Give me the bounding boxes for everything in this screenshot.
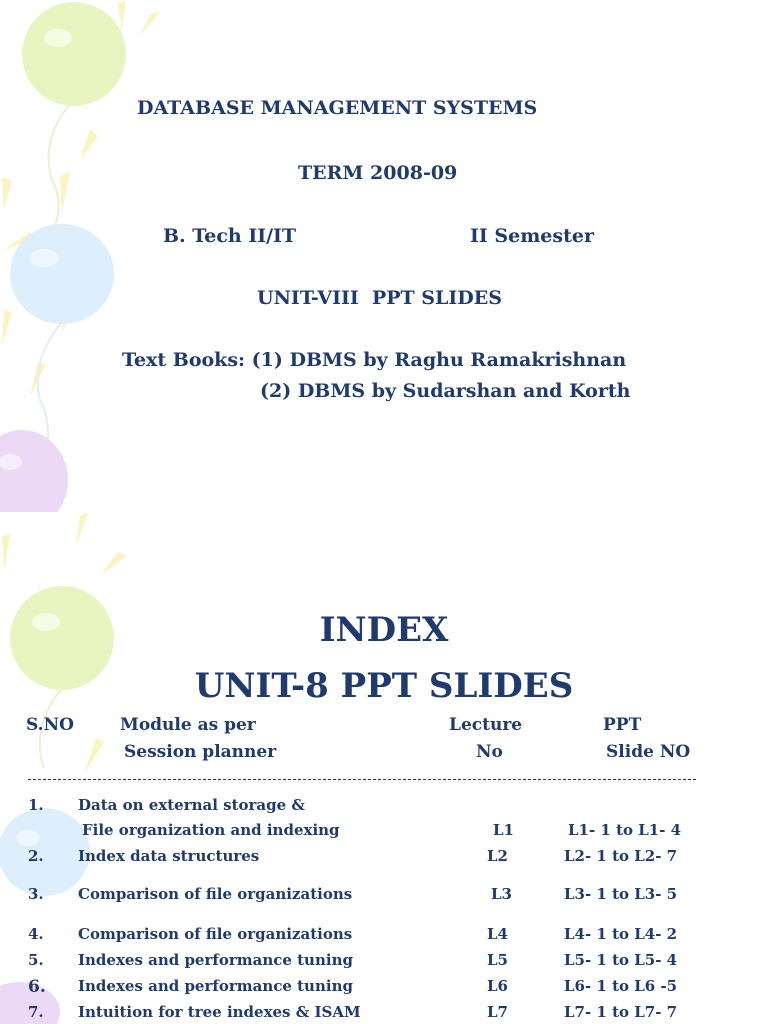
textbooks-line-1: Text Books: (1) DBMS by Raghu Ramakrishnan (122, 349, 627, 371)
col-module-header-1: Module as per (120, 715, 256, 735)
row-5-module: Indexes and performance tuning (78, 951, 353, 969)
divider (28, 779, 696, 780)
row-2-slides: L2- 1 to L2- 7 (564, 847, 678, 865)
row-1-lecture: L1 (493, 821, 514, 839)
row-4-lecture: L4 (487, 925, 508, 943)
unit-heading: UNIT-8 PPT SLIDES (194, 666, 574, 706)
row-1-module: Data on external storage & (78, 796, 305, 814)
row-7-slides: L7- 1 to L7- 7 (564, 1003, 678, 1021)
balloon-decoration (0, 512, 768, 1024)
row-7-module: Intuition for tree indexes & ISAM (78, 1003, 361, 1021)
row-5-sno: 5. (28, 951, 44, 969)
row-1-slides: L1- 1 to L1- 4 (568, 821, 682, 839)
row-4-module: Comparison of file organizations (78, 925, 353, 943)
balloon-blue-icon (0, 808, 90, 896)
row-4-sno: 4. (28, 925, 44, 943)
col-ppt-header-1: PPT (603, 715, 642, 735)
term: TERM 2008-09 (298, 162, 458, 184)
col-lecture-header-2: No (476, 742, 503, 762)
row-2-sno: 2. (28, 847, 44, 865)
balloon-green-icon (22, 2, 126, 106)
col-module-header-2: Session planner (124, 742, 277, 762)
row-5-lecture: L5 (487, 951, 508, 969)
row-6-sno: 6. (28, 977, 46, 997)
row-1-module-line2: File organization and indexing (82, 821, 340, 839)
index-heading: INDEX (319, 610, 449, 650)
row-2-module: Index data structures (78, 847, 260, 865)
row-3-sno: 3. (28, 885, 44, 903)
row-6-lecture: L6 (487, 977, 508, 995)
row-7-sno: 7. (28, 1003, 44, 1021)
col-ppt-header-2: Slide NO (606, 742, 691, 762)
col-lecture-header-1: Lecture (449, 715, 523, 735)
balloon-purple-icon (0, 430, 68, 512)
row-2-lecture: L2 (487, 847, 508, 865)
balloon-blue-icon (10, 224, 114, 324)
row-5-slides: L5- 1 to L5- 4 (564, 951, 678, 969)
unit-label: UNIT-VIII PPT SLIDES (257, 287, 502, 309)
row-6-slides: L6- 1 to L6 -5 (564, 977, 678, 995)
col-sno-header: S.NO (26, 715, 74, 735)
row-3-lecture: L3 (491, 885, 512, 903)
index-slide (0, 512, 768, 1024)
course-title: DATABASE MANAGEMENT SYSTEMS (137, 97, 538, 119)
row-1-sno: 1. (28, 796, 44, 814)
row-3-slides: L3- 1 to L3- 5 (564, 885, 678, 903)
textbooks-line-2: (2) DBMS by Sudarshan and Korth (260, 380, 631, 402)
row-6-module: Indexes and performance tuning (78, 977, 353, 995)
row-3-module: Comparison of file organizations (78, 885, 353, 903)
row-7-lecture: L7 (487, 1003, 508, 1021)
semester: II Semester (470, 225, 594, 247)
row-4-slides: L4- 1 to L4- 2 (564, 925, 678, 943)
course: B. Tech II/IT (163, 225, 297, 247)
